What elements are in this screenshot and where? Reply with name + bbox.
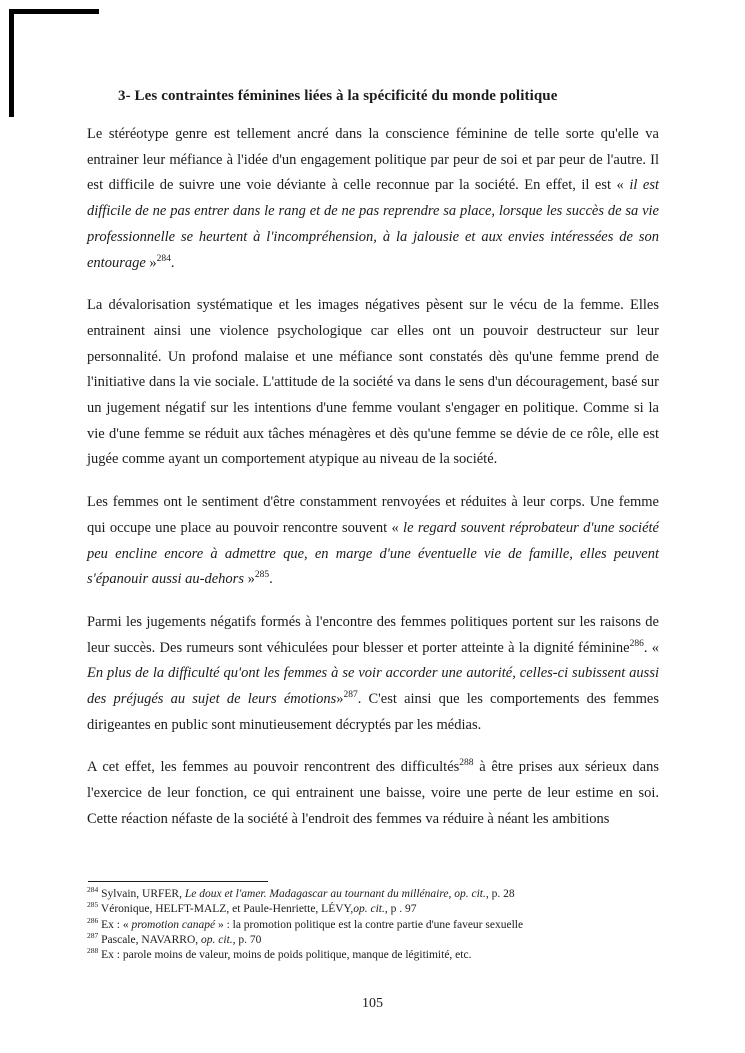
text-run: . « xyxy=(643,639,660,656)
text-run: . xyxy=(269,571,273,588)
footnote-ref: 286 xyxy=(87,915,99,925)
text-run: » xyxy=(243,571,255,588)
italic-text-run: op. cit. xyxy=(201,933,233,946)
footnote-ref: 285 xyxy=(254,570,270,581)
text-run: Ex : parole moins de valeur, moins de poids politique, manque de légitimité, etc. xyxy=(98,949,472,962)
text-run: Ex : « xyxy=(98,918,132,931)
footnote-ref: 284 xyxy=(156,253,171,264)
text-run: , p . 97 xyxy=(384,903,417,916)
text-run: » xyxy=(145,254,157,271)
text-run: Sylvain, URFER, xyxy=(98,888,185,900)
footnote-ref: 286 xyxy=(629,638,644,649)
text-run: . xyxy=(170,254,175,271)
text-run: » xyxy=(336,691,344,708)
text-run: A cet effet, les femmes au pouvoir rencontrent des difficultés xyxy=(87,759,460,776)
paragraph xyxy=(87,490,659,593)
paragraph xyxy=(87,755,659,832)
paragraph xyxy=(87,122,659,276)
footnote-separator-rule xyxy=(88,881,268,882)
scan-corner-mark-horizontal xyxy=(9,9,99,14)
footnote xyxy=(87,915,669,933)
footnote-ref: 287 xyxy=(87,931,99,941)
footnote-ref: 285 xyxy=(87,900,99,910)
text-run: Les femmes ont le sentiment d'être constamment renvoyées et réduites à leur corps. Une femme qui occupe une place au pouvoir rencontre souvent « xyxy=(87,494,659,536)
footnote-ref: 288 xyxy=(459,758,474,769)
paragraph xyxy=(87,610,659,739)
page-number: 105 xyxy=(362,996,383,1011)
text-run: Pascale, NAVARRO, xyxy=(98,933,202,946)
text-run: Le stéréotype genre est tellement ancré dans la conscience féminine de telle sorte qu'elle va entrainer leur méfiance à l'idée d'un engagement politique par peur de soi et par peur de l'autre. Il est difficile de suivre une voie déviante à celle reconnue par la société. En effet, il est « xyxy=(87,126,659,194)
text-run: à être prises aux sérieux dans l'exercice de leur fonction, ce qui entrainent une baisse, voire une perte de leur estime en soi. Cette réaction néfaste de la société à l'endroit des femmes va réduire à néant les ambitions xyxy=(87,759,659,827)
footnote xyxy=(87,948,669,963)
italic-text-run: En plus de la difficulté qu'ont les femmes à se voir accorder une autorité, celles-ci subissent aussi des préjugés au sujet de leurs émotions xyxy=(87,665,659,708)
footnote xyxy=(87,902,669,917)
italic-text-run: il est difficile de ne pas entrer dans le rang et de ne pas reprendre sa place, lorsque les succès de sa vie professionnelle se heurtent à l'incompréhension, à la jalousie et aux envies intéressées de son entourage xyxy=(87,177,659,271)
footnote xyxy=(87,887,669,902)
body-text xyxy=(87,122,659,850)
text-run: , p. 28 xyxy=(485,888,515,900)
text-run: , p. 70 xyxy=(232,933,262,946)
section-heading: 3- Les contraintes féminines liées à la spécificité du monde politique xyxy=(118,88,558,104)
text-run: . C'est ainsi que les comportements des femmes dirigeantes en public sont minutieusement décryptés par les médias. xyxy=(87,691,659,733)
text-run: » : la promotion politique est la contre partie d'une faveur sexuelle xyxy=(215,918,524,931)
footnote xyxy=(87,933,669,948)
text-run: Véronique, HELFT-MALZ, et Paule-Henriette, LÉVY, xyxy=(98,903,354,916)
text-run: La dévalorisation systématique et les images négatives pèsent sur le vécu de la femme. Elles entrainent ainsi une violence psychologique car elles ont un pouvoir destructeur sur leur personnalité. Un profond malaise et une méfiance sont constatés dès qu'une femme prend de l'initiative dans la vie sociale. L'attitude de la société va dans le sens d'un découragement, basé sur un jugement négatif sur les intentions d'une femme voulant s'engager en politique. Comme si la vie d'une femme se réduit aux tâches ménagères et dès qu'une femme se dévie de ce rôle, elle est jugée comme ayant un comportement atypique au niveau de la société. xyxy=(87,297,659,468)
footnote-ref: 287 xyxy=(343,690,358,701)
italic-text-run: promotion canapé xyxy=(131,918,216,931)
text-run: Parmi les jugements négatifs formés à l'encontre des femmes politiques portent sur les raisons de leur succès. Des rumeurs sont véhiculées pour blesser et porter atteinte à la dignité féminine xyxy=(87,613,659,656)
footnote-ref: 288 xyxy=(87,946,99,956)
footnote-ref: 284 xyxy=(87,885,99,895)
scan-corner-mark-vertical xyxy=(9,9,14,117)
paragraph xyxy=(87,293,659,473)
italic-text-run: op. cit. xyxy=(353,903,385,916)
italic-text-run: le regard souvent réprobateur d'une société peu encline encore à admettre que, en marge d'une éventuelle vie de famille, elles peuvent s'épanouir aussi au-dehors xyxy=(87,519,659,588)
italic-text-run: Le doux et l'amer. Madagascar au tournant du millénaire, op. cit. xyxy=(184,888,486,900)
footnotes xyxy=(87,887,669,963)
